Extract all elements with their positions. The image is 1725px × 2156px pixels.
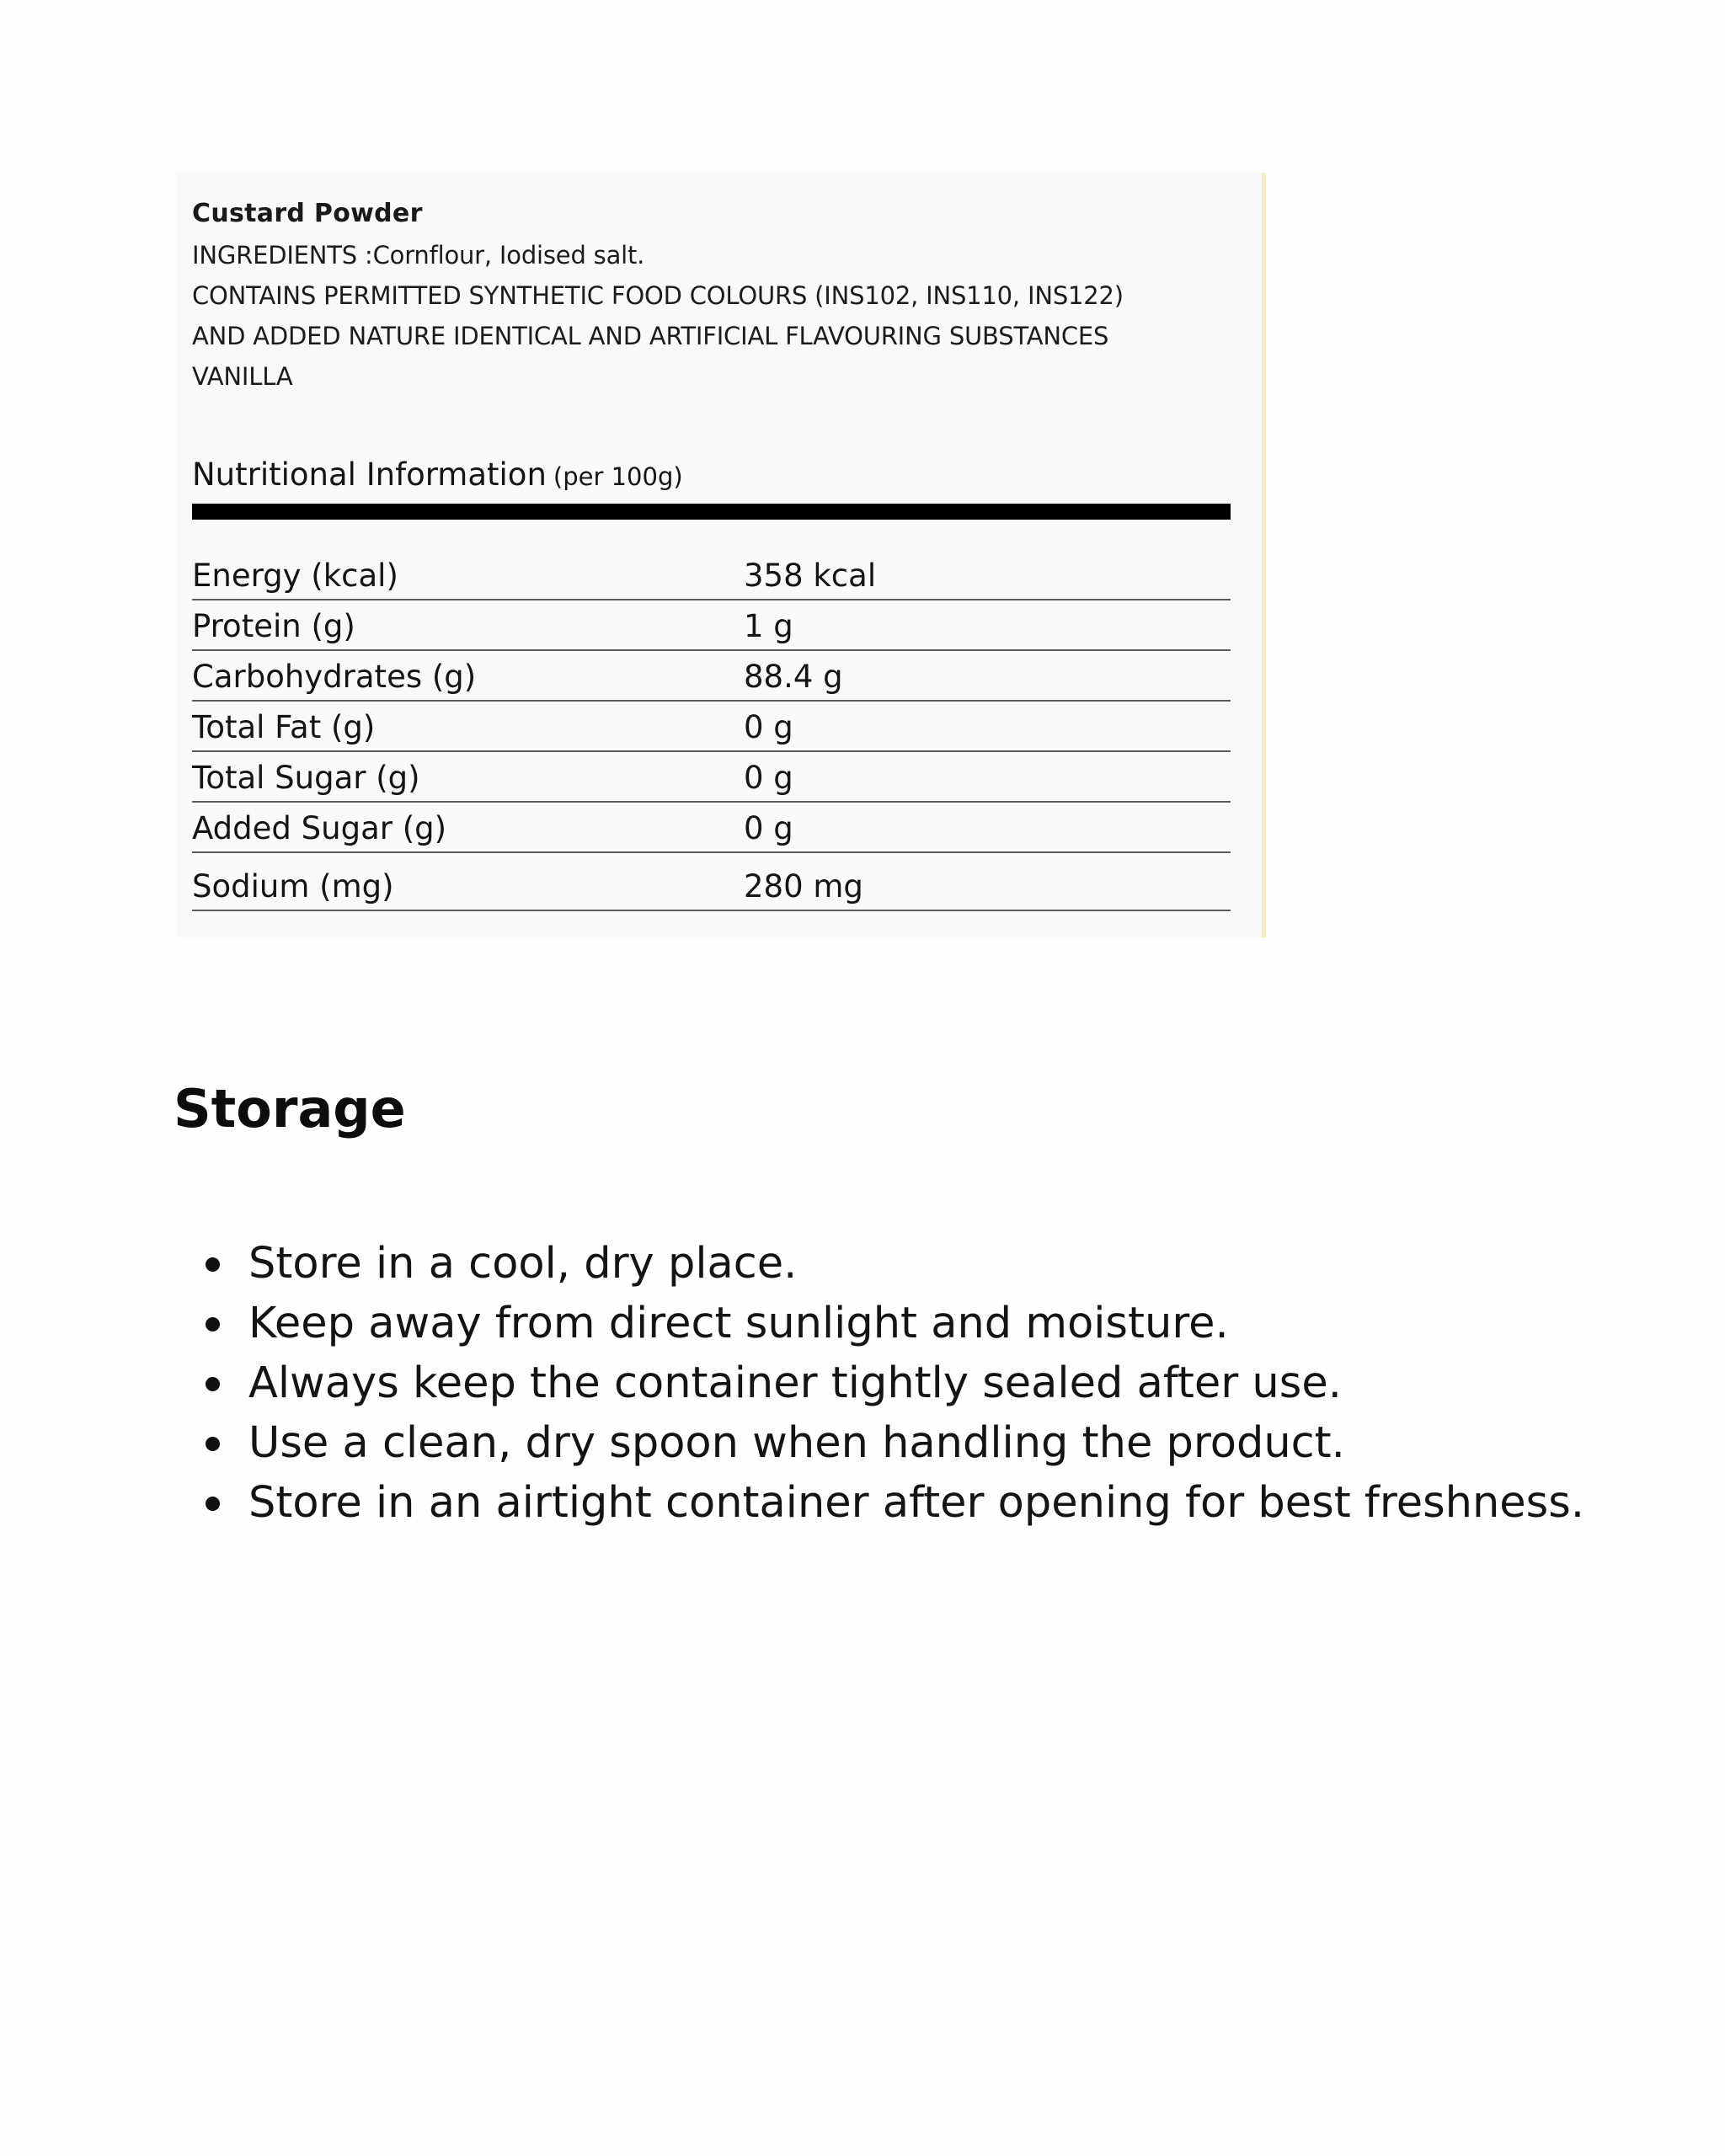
ingredients-line: AND ADDED NATURE IDENTICAL AND ARTIFICIAL FLAVOURING SUBSTANCES — [192, 322, 1109, 350]
ingredients-line: INGREDIENTS :Cornflour, Iodised salt. — [192, 241, 645, 270]
nutrition-table — [192, 539, 1231, 911]
bullet-icon — [206, 1437, 220, 1451]
nutrient-name: Total Sugar (g) — [192, 760, 420, 796]
table-row — [192, 752, 1231, 803]
nutrient-value: 0 g — [744, 709, 793, 745]
nutrient-name: Energy (kcal) — [192, 558, 398, 594]
list-item — [202, 1294, 1584, 1353]
list-item-text: Keep away from direct sunlight and moisture. — [248, 1299, 1229, 1348]
nutrition-per-unit: (per 100g) — [553, 462, 683, 491]
nutrition-divider-bar — [192, 504, 1231, 520]
nutrient-name: Sodium (mg) — [192, 868, 394, 905]
storage-list — [202, 1234, 1584, 1533]
nutrient-name: Added Sugar (g) — [192, 810, 447, 846]
product-name: Custard Powder — [192, 199, 423, 228]
table-row — [192, 651, 1231, 702]
nutrient-value: 280 mg — [744, 868, 863, 905]
list-item-text: Use a clean, dry spoon when handling the product. — [248, 1418, 1345, 1468]
nutrient-name: Protein (g) — [192, 608, 355, 644]
list-item — [202, 1413, 1584, 1473]
nutrition-title: Nutritional Information — [192, 456, 547, 493]
bullet-icon — [206, 1497, 220, 1511]
nutrient-value: 88.4 g — [744, 659, 843, 695]
list-item — [202, 1353, 1584, 1413]
nutrient-name: Total Fat (g) — [192, 709, 376, 745]
bullet-icon — [206, 1377, 220, 1391]
storage-heading: Storage — [174, 1078, 406, 1139]
list-item-text: Always keep the container tightly sealed after use. — [248, 1358, 1342, 1408]
list-item-text: Store in a cool, dry place. — [248, 1239, 798, 1289]
nutrient-value: 0 g — [744, 810, 793, 846]
table-row — [192, 702, 1231, 752]
ingredients-line: CONTAINS PERMITTED SYNTHETIC FOOD COLOURS (INS102, INS110, INS122) — [192, 281, 1124, 310]
table-row — [192, 803, 1231, 853]
table-row — [192, 853, 1231, 911]
list-item-text: Store in an airtight container after opening for best freshness. — [248, 1478, 1585, 1528]
bullet-icon — [206, 1317, 220, 1331]
table-row — [192, 600, 1231, 651]
list-item — [202, 1473, 1584, 1533]
nutrient-name: Carbohydrates (g) — [192, 659, 477, 695]
label-edge-stripe — [1262, 173, 1266, 937]
bullet-icon — [206, 1257, 220, 1272]
nutrient-value: 0 g — [744, 760, 793, 796]
list-item — [202, 1234, 1584, 1294]
nutrition-heading — [192, 456, 683, 493]
table-row — [192, 539, 1231, 600]
nutrient-value: 358 kcal — [744, 558, 877, 594]
nutrient-value: 1 g — [744, 608, 793, 644]
ingredients-line: VANILLA — [192, 362, 293, 391]
